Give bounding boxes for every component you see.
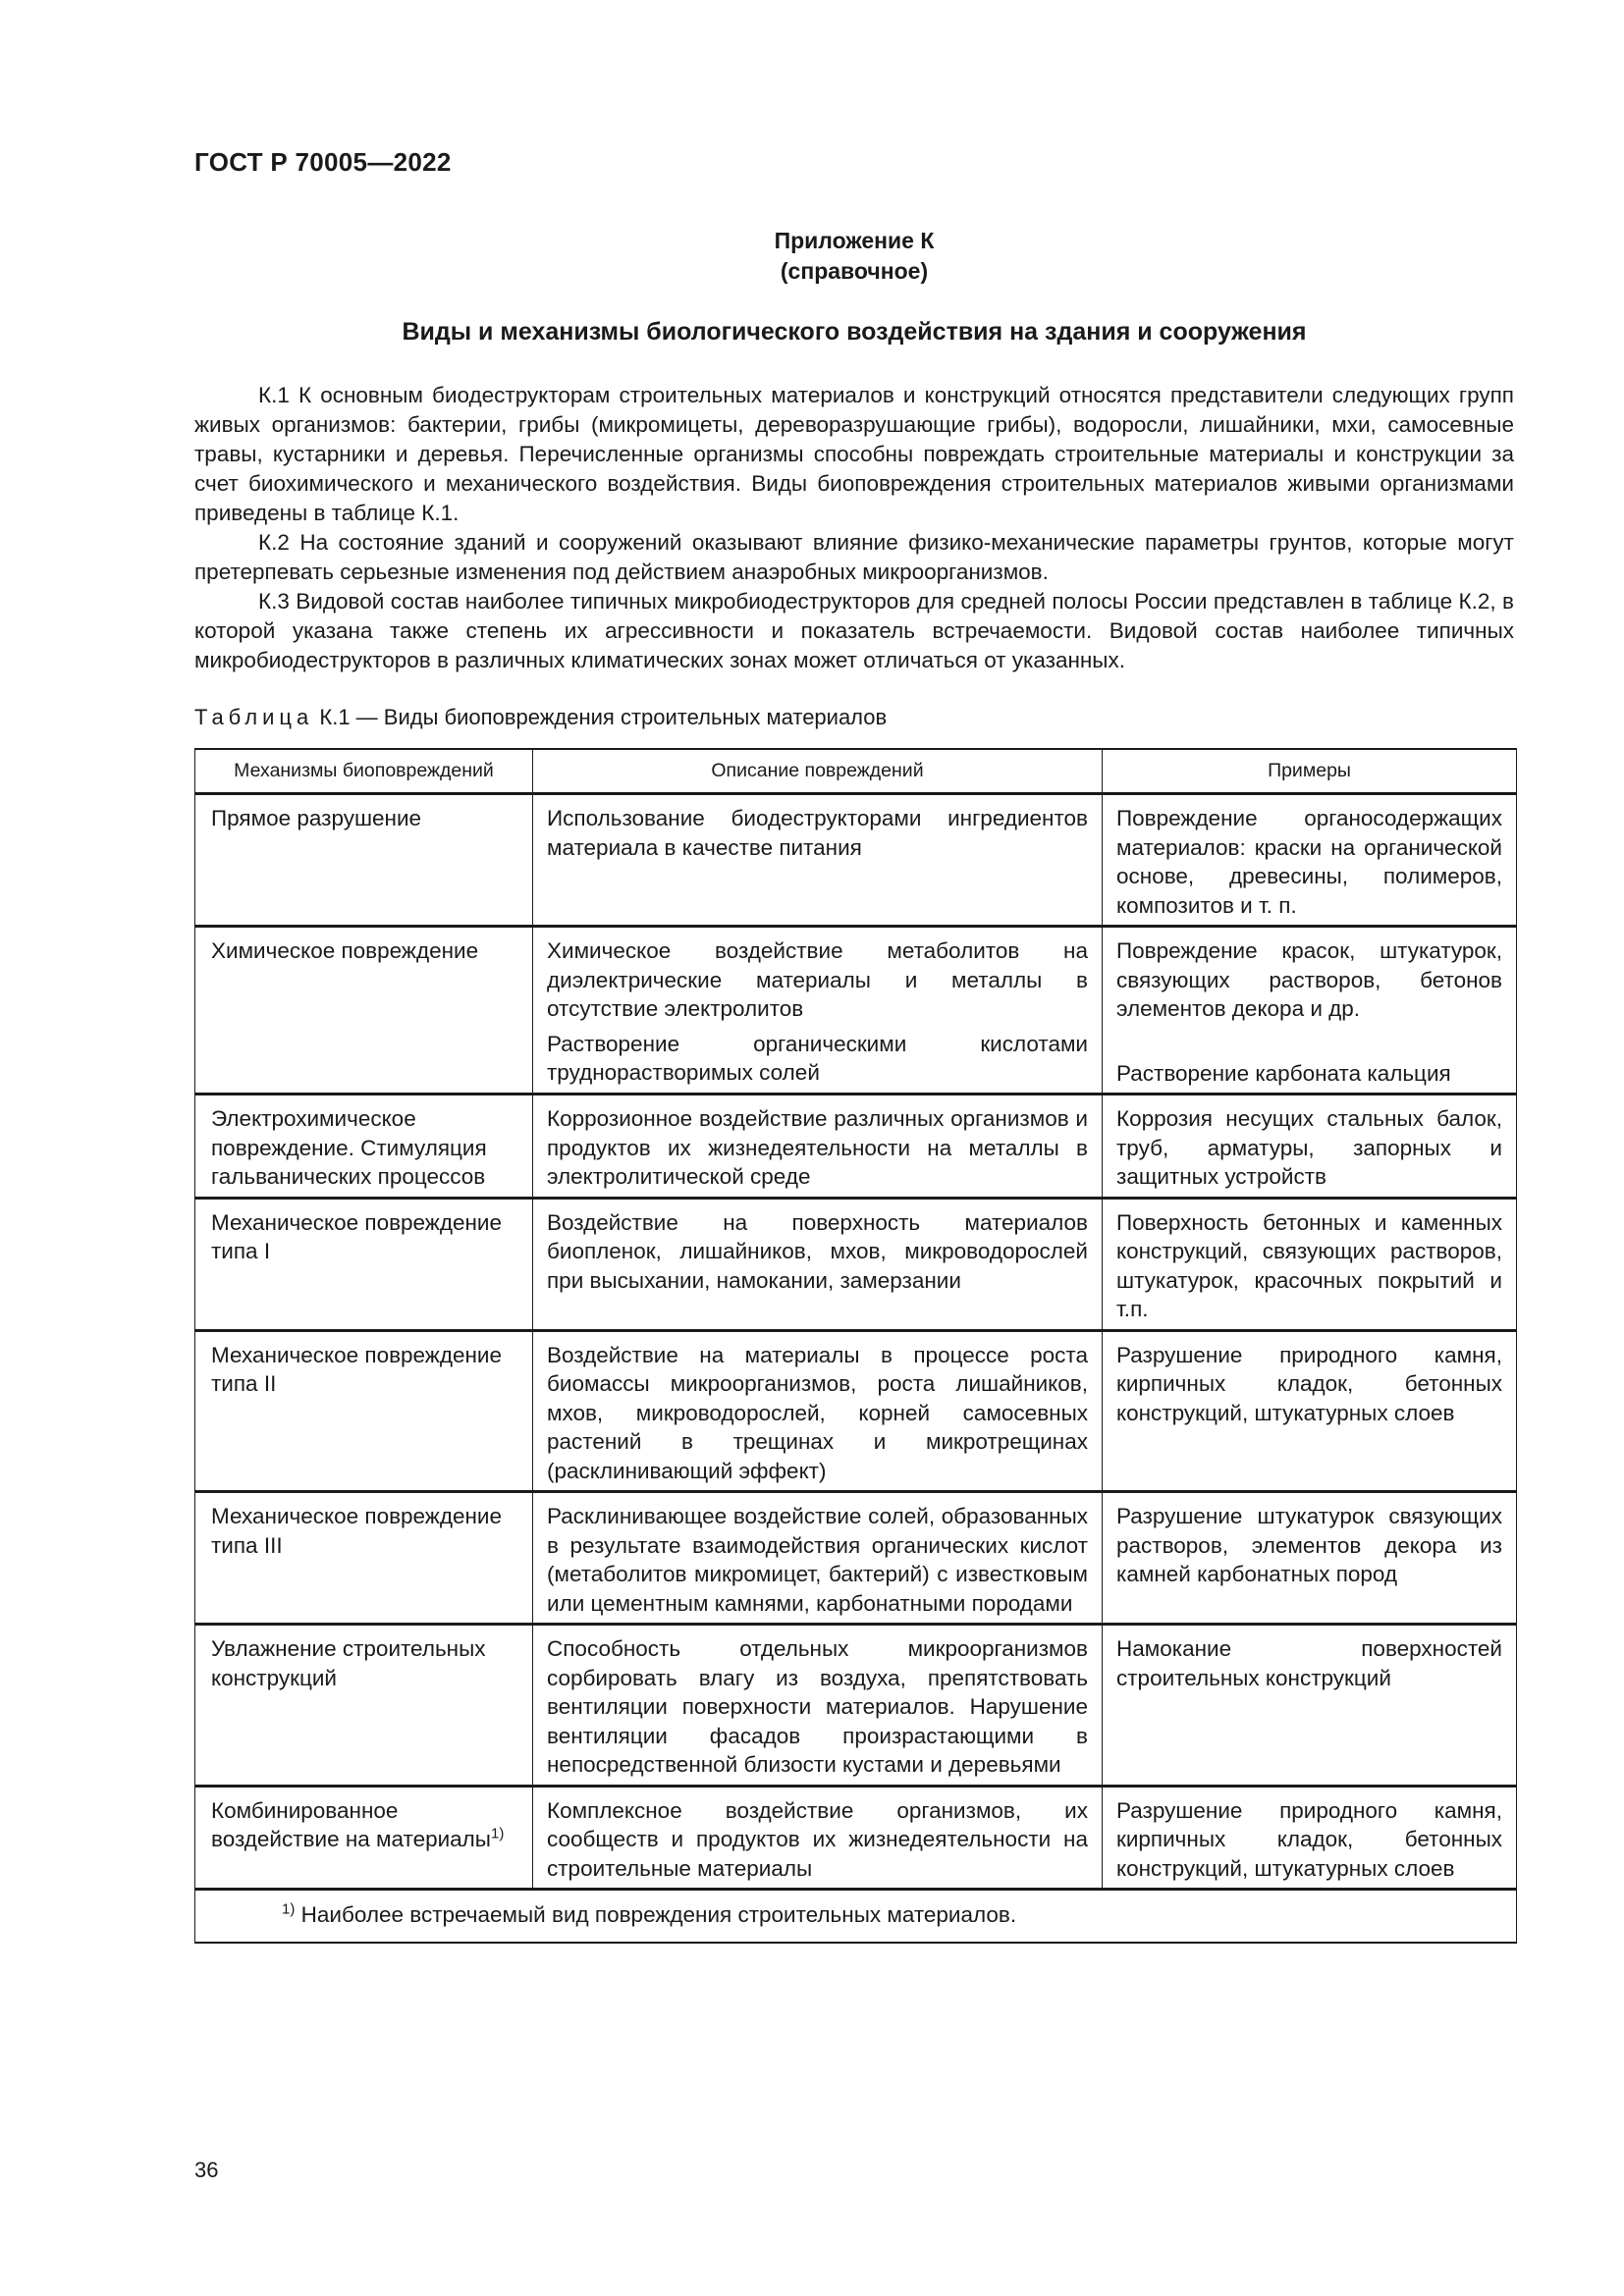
example-cell [1103, 1095, 1517, 1199]
description-text: Расклинивающее воздействие солей, образованных в результате взаимодействия органических кислот (метаболитов микромицет, бактерий) с известковым или цементным камнями, карбонатными породами [547, 1504, 1088, 1616]
mechanism-text: Комбинированное воздействие на материалы [211, 1797, 491, 1851]
table-row [195, 1625, 1517, 1787]
description-cell [533, 1625, 1103, 1787]
description-cell [533, 1095, 1103, 1199]
paragraph-k1: К.1 К основным биодеструкторам строительных материалов и конструкций относятся представители следующих групп живых организмов: бактерии, грибы (микромицеты, дереворазрушающие грибы), водоросли, лишайники, мхи, самосевные травы, кустарники и деревья. Перечисленные организмы способны повреждать строительные материалы и конструкции за счет биохимического и механического воздействия. Виды биоповреждения строительных материалов живыми организмами приведены в таблице К.1. [194, 383, 1514, 525]
table-header-row [195, 749, 1517, 794]
example-text: Разрушение природного камня, кирпичных кладок, бетонных конструкций, штукатурных слоев [1116, 1342, 1502, 1425]
description-cell [533, 1786, 1103, 1890]
table-footnote [195, 1890, 1517, 1943]
annex-label: Приложение К [774, 228, 935, 253]
table-caption [194, 705, 887, 730]
mechanism-cell: Прямое разрушение [195, 794, 533, 927]
mechanism-cell [195, 1786, 533, 1890]
example-cell [1103, 794, 1517, 927]
footnote-mark: 1) [282, 1900, 296, 1918]
header-examples: Примеры [1103, 749, 1517, 794]
example-cell [1103, 1492, 1517, 1625]
footnote-reference: 1) [490, 1825, 505, 1842]
example-text: Разрушение штукатурок связующих растворов, элементов декора из камней карбонатных пород [1116, 1504, 1502, 1586]
mechanism-cell: Химическое повреждение [195, 927, 533, 1095]
example-cell [1103, 1198, 1517, 1330]
description-text: Растворение органическими кислотами труднорастворимых солей [547, 1031, 1088, 1085]
table-footnote-row [195, 1890, 1517, 1943]
mechanism-cell: Механическое повреждение типа II [195, 1330, 533, 1492]
description-text: Комплексное воздействие организмов, их сообществ и продуктов их жизнедеятельности на строительные материалы [547, 1797, 1088, 1881]
document-code: ГОСТ Р 70005—2022 [194, 147, 452, 177]
table-row [195, 927, 1517, 1095]
table-row [195, 794, 1517, 927]
description-cell [533, 794, 1103, 927]
description-text: Воздействие на материалы в процессе роста биомассы микроорганизмов, роста лишайников, мхов, микроводорослей, корней самосевных растений в трещинах и микротрещинах (расклинивающий эффект) [547, 1342, 1088, 1483]
description-cell [533, 1492, 1103, 1625]
example-cell [1103, 1625, 1517, 1787]
page-number: 36 [194, 2158, 219, 2182]
table-row [195, 1492, 1517, 1625]
mechanism-cell: Механическое повреждение типа III [195, 1492, 533, 1625]
annex-type: (справочное) [780, 258, 929, 284]
body-text [194, 381, 1514, 675]
table-caption-text: К.1 — Виды биоповреждения строительных материалов [319, 705, 888, 729]
damage-types-table [194, 748, 1517, 1944]
example-cell [1103, 1786, 1517, 1890]
description-text: Способность отдельных микроорганизмов сорбировать влагу из воздуха, препятствовать вентиляции поверхности материалов. Нарушение вентиляции фасадов произрастающими в непосредственной близости кустами и деревьями [547, 1636, 1088, 1777]
footnote-text: Наиболее встречаемый вид повреждения строительных материалов. [300, 1902, 1017, 1927]
example-cell [1103, 927, 1517, 1095]
description-text: Использование биодеструкторами ингредиентов материала в качестве питания [547, 806, 1088, 860]
table-row [195, 1786, 1517, 1890]
annex-heading [194, 226, 1514, 287]
annex-title: Виды и механизмы биологического воздействия на здания и сооружения [402, 318, 1307, 346]
table-row [195, 1198, 1517, 1330]
mechanism-cell: Электрохимическое повреждение. Стимуляция гальванических процессов [195, 1095, 533, 1199]
description-cell [533, 927, 1103, 1095]
table-caption-word: Таблица [194, 705, 314, 729]
example-text: Намокание поверхностей строительных конструкций [1116, 1636, 1502, 1690]
mechanism-cell: Механическое повреждение типа I [195, 1198, 533, 1330]
paragraph-k3: К.3 Видовой состав наиболее типичных микробиодеструкторов для средней полосы России представлен в таблице К.2, в которой указана также степень их агрессивности и показатель встречаемости. Видовой состав наиболее типичных микробиодеструкторов в различных климатических зонах может отличаться от указанных. [194, 589, 1514, 672]
example-text: Растворение карбоната кальция [1116, 1060, 1451, 1086]
paragraph-k2: К.2 На состояние зданий и сооружений оказывают влияние физико-механические параметры грунтов, которые могут претерпевать серьезные изменения под действием анаэробных микроорганизмов. [194, 530, 1514, 584]
example-text: Поверхность бетонных и каменных конструкций, связующих растворов, штукатурок, красочных покрытий и т.п. [1116, 1209, 1502, 1321]
description-text: Коррозионное воздействие различных организмов и продуктов их жизнедеятельности на металлы в электролитической среде [547, 1106, 1088, 1189]
description-cell [533, 1330, 1103, 1492]
example-cell [1103, 1330, 1517, 1492]
table-row [195, 1095, 1517, 1199]
table-row [195, 1330, 1517, 1492]
header-description: Описание повреждений [533, 749, 1103, 794]
header-mechanism: Механизмы биоповреждений [195, 749, 533, 794]
description-text: Химическое воздействие метаболитов на диэлектрические материалы и металлы в отсутствие электролитов [547, 938, 1088, 1021]
description-cell [533, 1198, 1103, 1330]
example-text: Разрушение природного камня, кирпичных кладок, бетонных конструкций, штукатурных слоев [1116, 1797, 1502, 1881]
description-text: Воздействие на поверхность материалов биопленок, лишайников, мхов, микроводорослей при высыхании, намокании, замерзании [547, 1209, 1088, 1293]
example-text: Коррозия несущих стальных балок, труб, арматуры, запорных и защитных устройств [1116, 1106, 1502, 1189]
example-text: Повреждение органосодержащих материалов: краски на органической основе, древесины, полимеров, композитов и т. п. [1116, 806, 1502, 918]
mechanism-cell: Увлажнение строительных конструкций [195, 1625, 533, 1787]
example-text: Повреждение красок, штукатурок, связующих растворов, бетонов элементов декора и др. [1116, 938, 1502, 1021]
